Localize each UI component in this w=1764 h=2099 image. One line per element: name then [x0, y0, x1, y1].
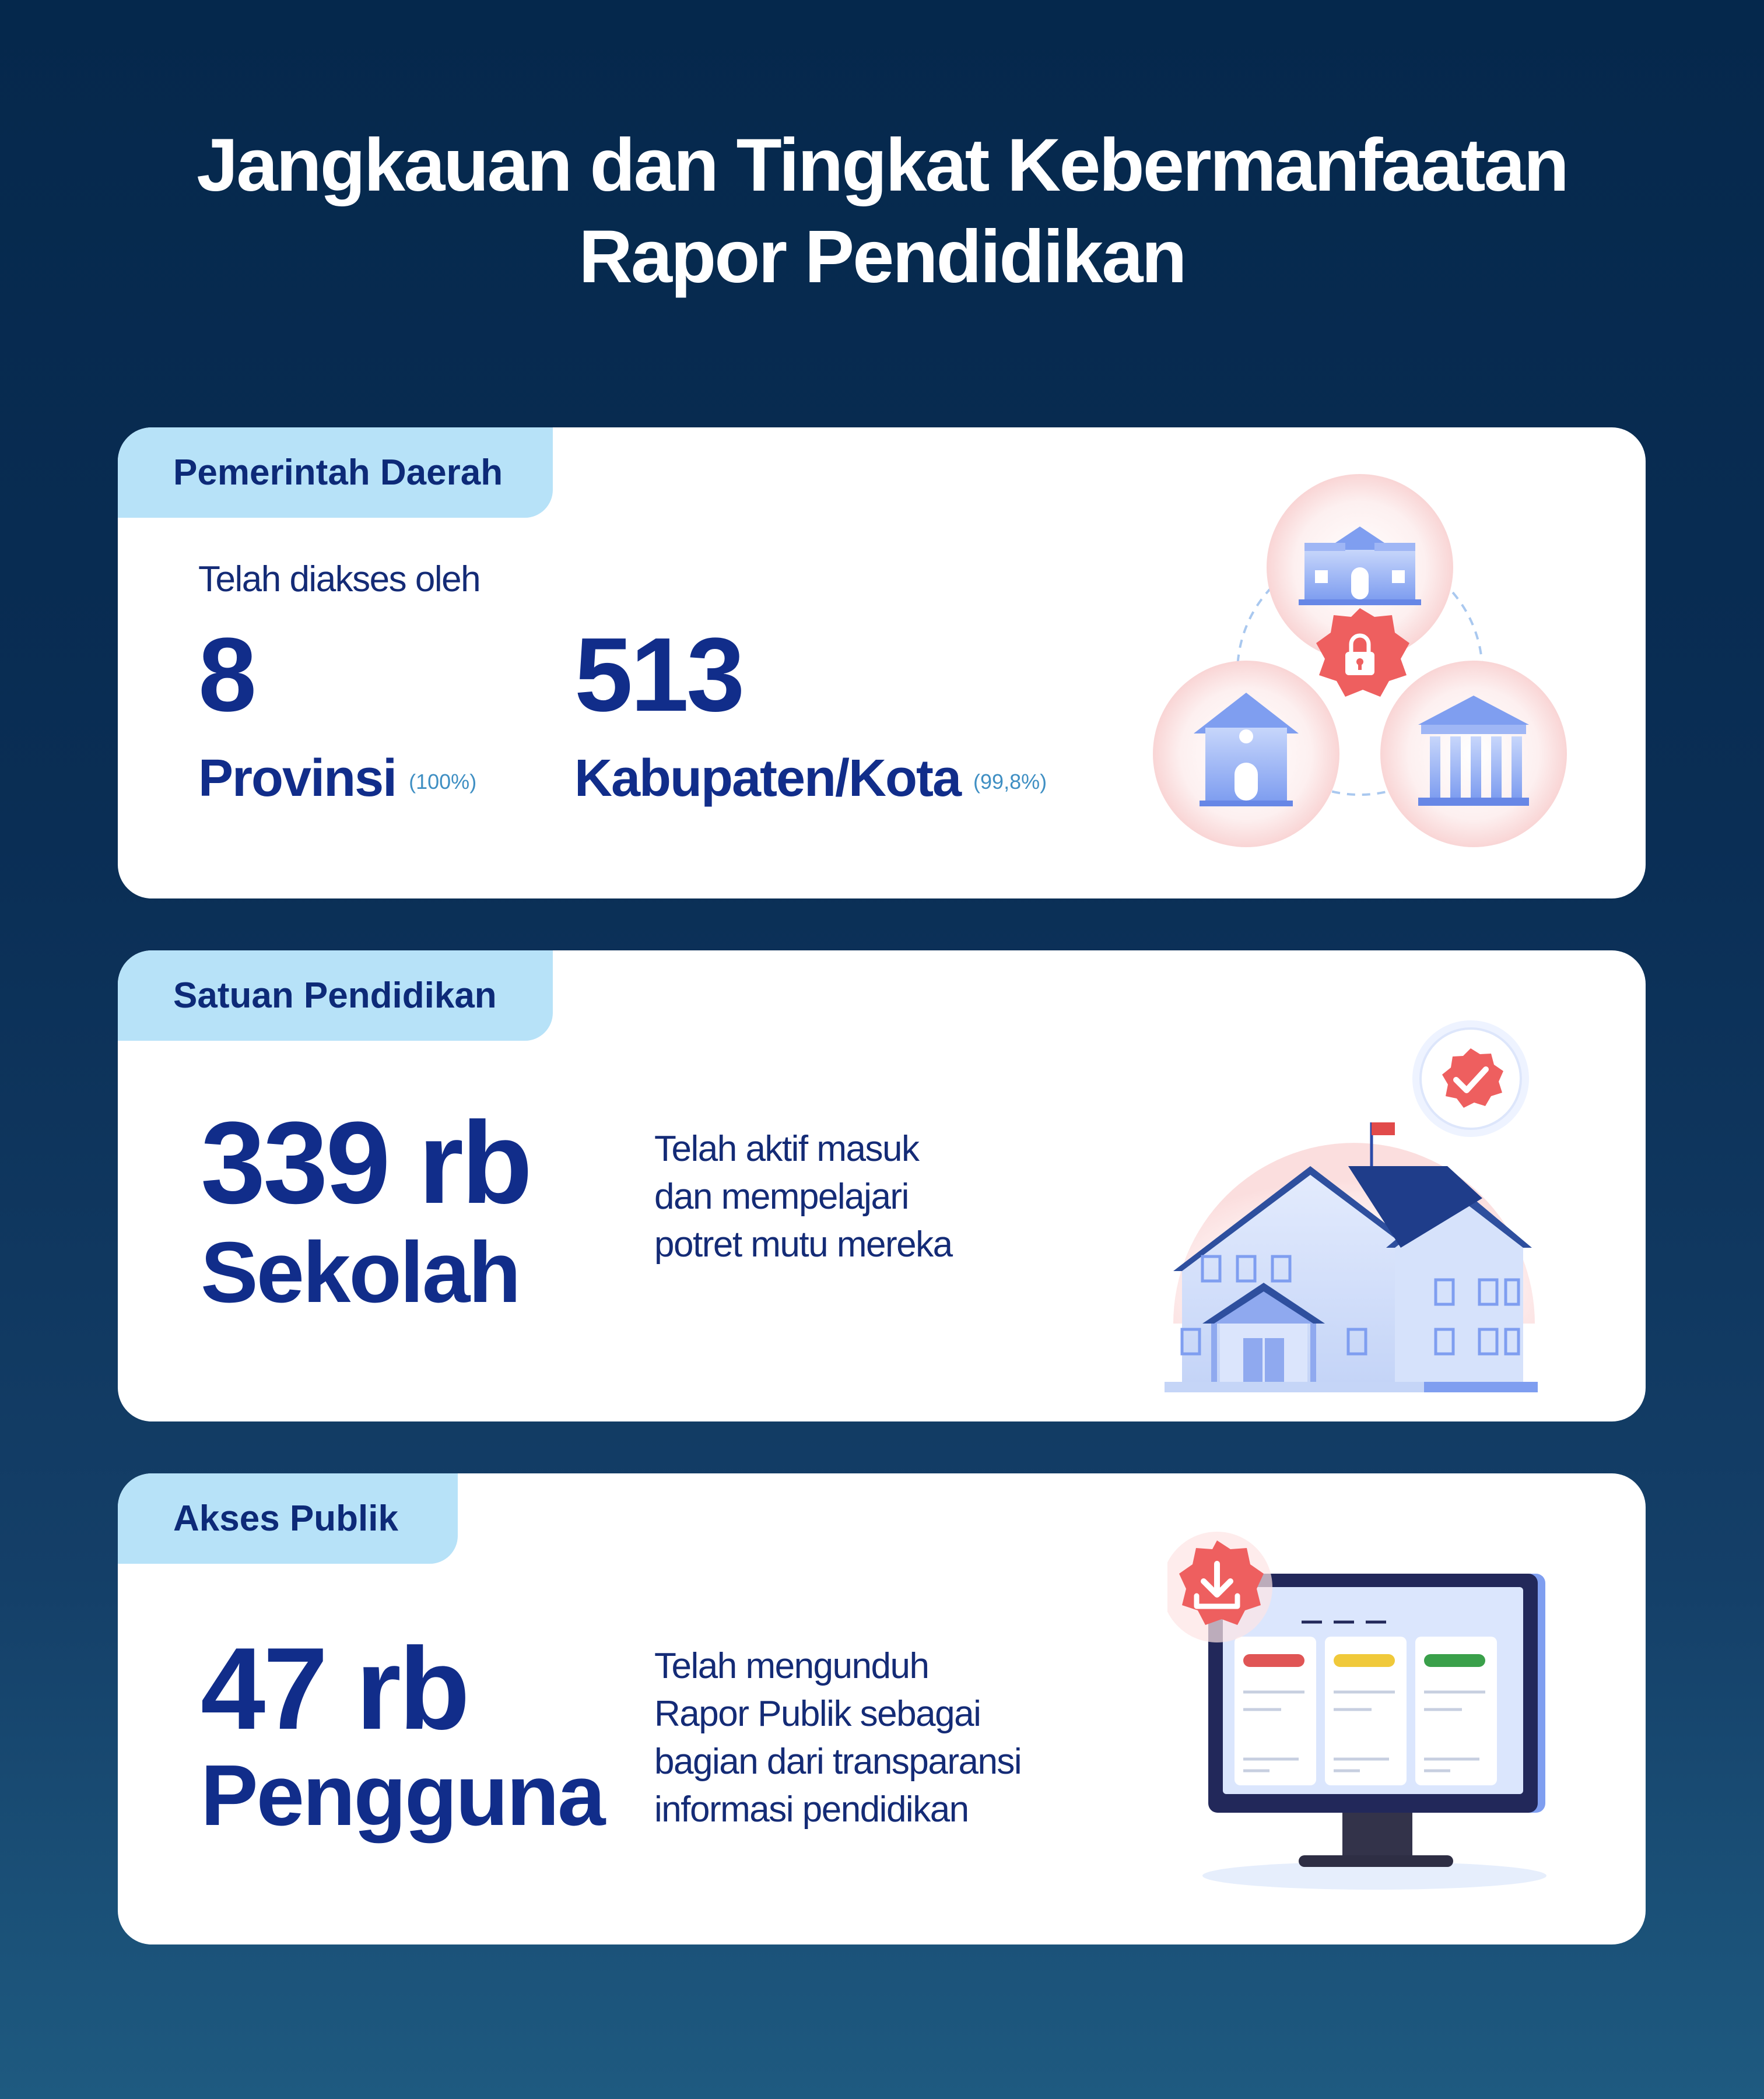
government-buildings-lock-icon — [1150, 468, 1570, 876]
card-intro-text: Telah diakses oleh — [198, 559, 481, 599]
description-line: Telah aktif masuk — [654, 1129, 919, 1169]
stat-unit-sekolah: Sekolah — [201, 1224, 520, 1321]
card-pemerintah-daerah — [118, 427, 1646, 898]
description-line: potret mutu mereka — [654, 1224, 952, 1265]
stat-unit-kabkota — [574, 749, 1047, 811]
stat-value-kabkota: 513 — [574, 616, 743, 733]
card-tag: Pemerintah Daerah — [118, 427, 553, 518]
description-line: Rapor Publik sebagai — [654, 1694, 981, 1734]
stat-unit-pengguna: Pengguna — [201, 1747, 604, 1844]
description-line: informasi pendidikan — [654, 1789, 969, 1830]
stat-value-sekolah: 339 rb — [201, 1098, 531, 1228]
card-satuan-pendidikan — [118, 950, 1646, 1421]
title-line-2: Rapor Pendidikan — [578, 215, 1186, 299]
stat-value-pengguna: 47 rb — [201, 1624, 468, 1754]
card-tag: Akses Publik — [118, 1473, 458, 1564]
card-akses-publik — [118, 1473, 1646, 1944]
school-building-check-icon — [1156, 997, 1564, 1394]
card-tag: Satuan Pendidikan — [118, 950, 553, 1041]
title-line-1: Jangkauan dan Tingkat Kebermanfaatan — [197, 124, 1567, 207]
description-line: Telah mengunduh — [654, 1646, 929, 1686]
description-line: dan mempelajari — [654, 1177, 909, 1217]
stat-unit-provinsi — [198, 749, 476, 811]
stat-unit-label: Kabupaten/Kota — [574, 749, 961, 808]
stat-percent: (99,8%) — [973, 770, 1047, 794]
page-title — [0, 120, 1764, 303]
monitor-download-icon — [1167, 1532, 1564, 1893]
description-line: bagian dari transparansi — [654, 1742, 1022, 1782]
stat-percent: (100%) — [409, 770, 477, 794]
stat-value-provinsi: 8 — [198, 616, 255, 733]
stat-unit-label: Provinsi — [198, 749, 397, 808]
card-description — [654, 1642, 1021, 1834]
card-description — [654, 1125, 952, 1269]
